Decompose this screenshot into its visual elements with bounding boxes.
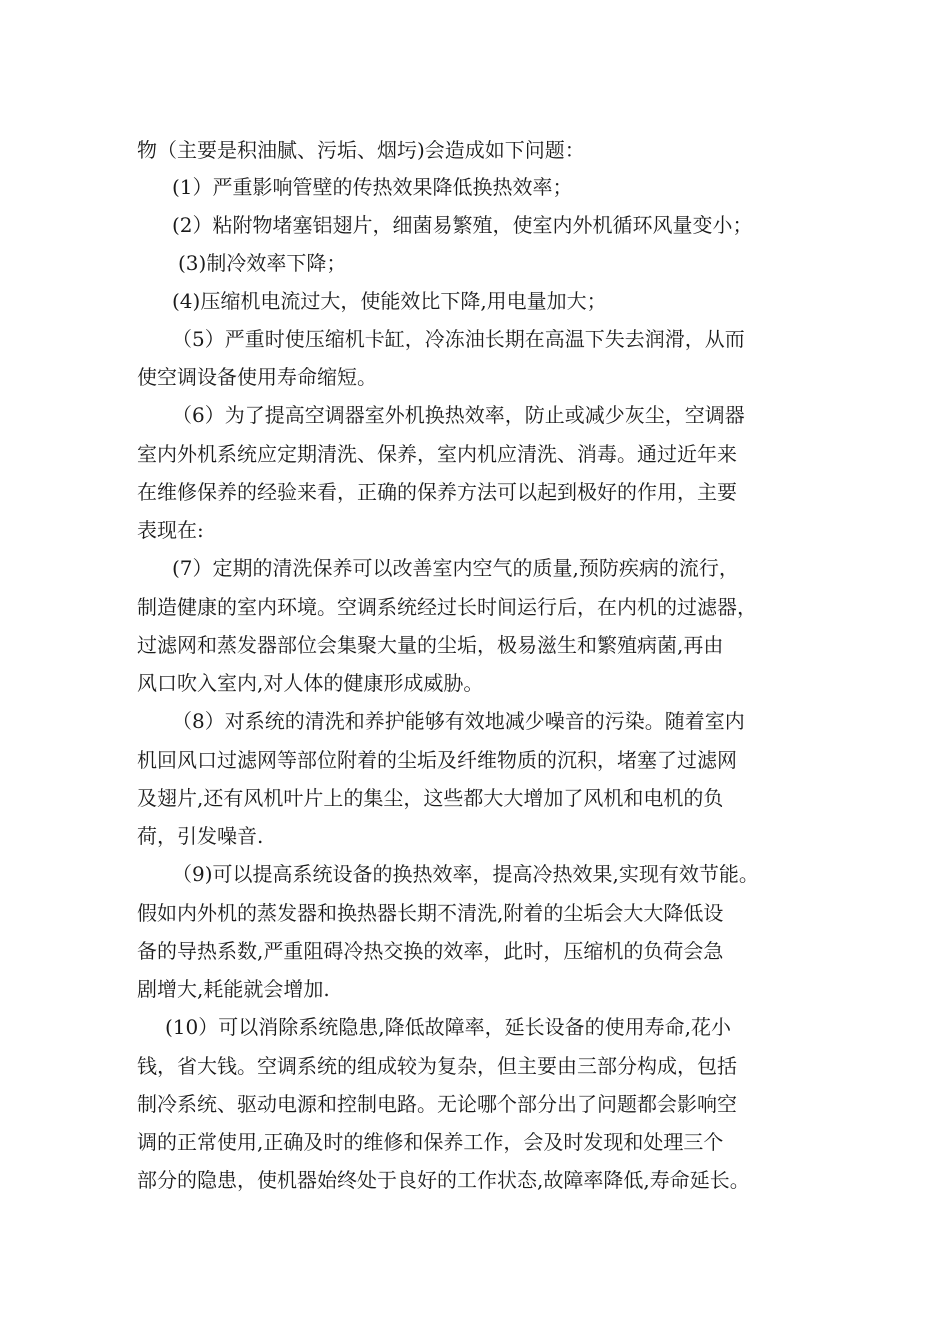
text-line: 表现在: [137, 518, 204, 542]
text-line: (3)制冷效率下降； [178, 251, 347, 275]
text-line: 荷，引发噪音. [137, 824, 264, 848]
text-line: 物（主要是积油腻、污垢、烟圬)会造成如下问题： [137, 138, 585, 162]
text-line: 备的导热系数,严重阻碍冷热交换的效率，此时，压缩机的负荷会急 [137, 939, 724, 963]
text-line: 及翅片,还有风机叶片上的集尘，这些都大大增加了风机和电机的负 [137, 786, 724, 810]
text-line: (10）可以消除系统隐患,降低故障率，延长设备的使用寿命,花小 [165, 1015, 731, 1039]
text-line: (7）定期的清洗保养可以改善室内空气的质量,预防疾病的流行， [172, 556, 739, 580]
text-line: 制冷系统、驱动电源和控制电路。无论哪个部分出了问题都会影响空 [137, 1092, 737, 1116]
text-line: （8）对系统的清洗和养护能够有效地减少噪音的污染。随着室内 [172, 709, 745, 733]
text-line: 调的正常使用,正确及时的维修和保养工作，会及时发现和处理三个 [137, 1130, 724, 1154]
text-line: 机回风口过滤网等部位附着的尘垢及纤维物质的沉积，堵塞了过滤网 [137, 748, 737, 772]
text-line: 剧增大,耗能就会增加. [137, 977, 330, 1001]
text-line: (2）粘附物堵塞铝翅片，细菌易繁殖，使室内外机循环风量变小； [172, 213, 753, 237]
text-line: (1）严重影响管壁的传热效果降低换热效率； [172, 175, 573, 199]
text-line: 使空调设备使用寿命缩短。 [137, 365, 377, 389]
text-line: 钱，省大钱。空调系统的组成较为复杂，但主要由三部分构成，包括 [137, 1054, 737, 1078]
text-line: 在维修保养的经验来看，正确的保养方法可以起到极好的作用，主要 [137, 480, 737, 504]
text-line: （9)可以提高系统设备的换热效率，提高冷热效果,实现有效节能。 [172, 862, 759, 886]
text-line: 室内外机系统应定期清洗、保养，室内机应清洗、消毒。通过近年来 [137, 442, 737, 466]
text-line: 过滤网和蒸发器部位会集聚大量的尘垢，极易滋生和繁殖病菌,再由 [137, 633, 724, 657]
text-line: （5）严重时使压缩机卡缸，冷冻油长期在高温下失去润滑，从而 [172, 327, 745, 351]
text-line: 部分的隐患，使机器始终处于良好的工作状态,故障率降低,寿命延长。 [137, 1168, 750, 1192]
text-line: 风口吹入室内,对人体的健康形成威胁。 [137, 671, 484, 695]
text-line: 假如内外机的蒸发器和换热器长期不清洗,附着的尘垢会大大降低设 [137, 901, 724, 925]
text-line: 制造健康的室内环境。空调系统经过长时间运行后，在内机的过滤器， [137, 595, 757, 619]
text-line: （6）为了提高空调器室外机换热效率，防止或减少灰尘，空调器 [172, 403, 745, 427]
text-line: (4)压缩机电流过大，使能效比下降,用电量加大； [172, 289, 607, 313]
